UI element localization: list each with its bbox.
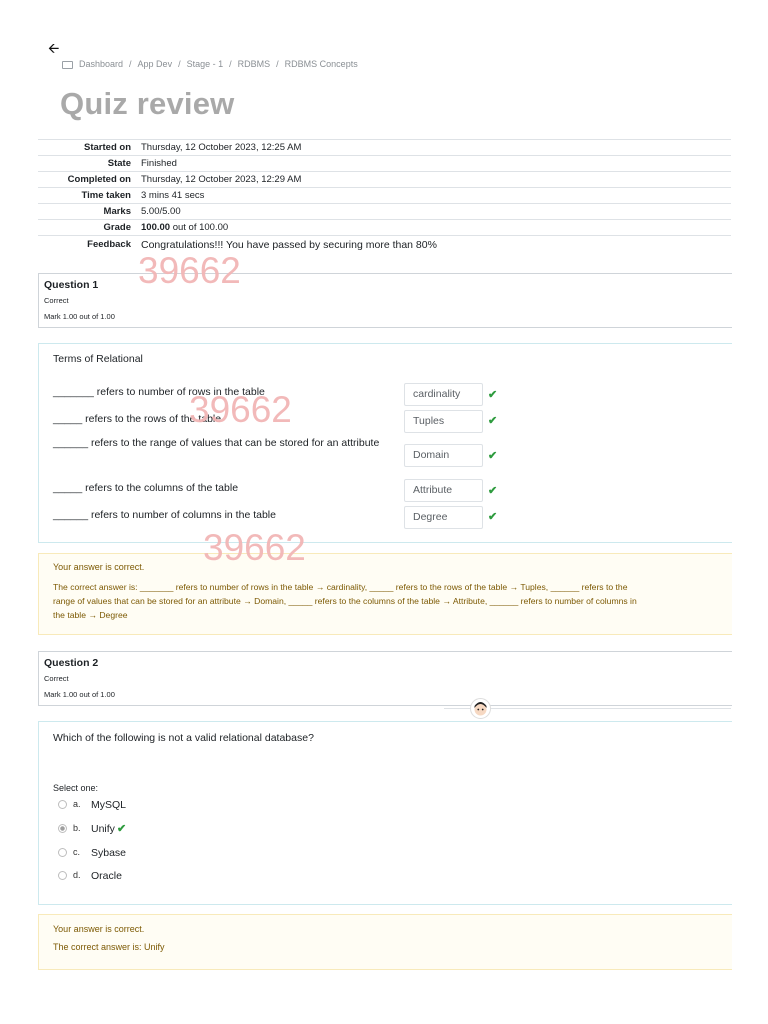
grade-out-of: out of 100.00 <box>170 222 229 233</box>
correct-answer-text <box>53 580 725 622</box>
question-text: Which of the following is not a valid relational database? <box>53 732 314 744</box>
option-letter: d. <box>73 870 81 880</box>
match-stem: ______ refers to the range of values that can be stored for an attribute <box>53 437 380 449</box>
option-letter: b. <box>73 823 81 833</box>
checkmark-icon: ✔ <box>488 450 498 462</box>
watermark: 39662 <box>203 527 306 568</box>
question-heading: Terms of Relational <box>53 353 143 365</box>
breadcrumb-app-dev[interactable]: App Dev <box>137 59 173 69</box>
breadcrumb-separator: / <box>178 59 181 69</box>
checkmark-icon: ✔ <box>117 823 127 835</box>
breadcrumb-separator: / <box>229 59 232 69</box>
question-2-formulation <box>38 721 732 905</box>
checkmark-icon: ✔ <box>488 485 498 497</box>
summary-row-time <box>38 188 731 204</box>
correct-answer-line: the table → Degree <box>53 610 128 620</box>
summary-row-completed <box>38 172 731 188</box>
match-answer-select[interactable]: Tuples <box>404 410 483 433</box>
match-answer-select[interactable]: Domain <box>404 444 483 467</box>
summary-value: Congratulations!!! You have passed by securing more than 80% <box>141 236 731 254</box>
option-label: MySQL <box>91 799 127 811</box>
summary-label: State <box>38 156 141 172</box>
match-stem: _____ refers to the rows of the table <box>53 413 222 425</box>
correct-answer-line: The correct answer is: _______ refers to number of rows in the table → cardinality, _____ refers to the rows of the table → Tuples, ______ refers to the <box>53 582 628 592</box>
match-stem: _______ refers to number of rows in the table <box>53 386 265 398</box>
summary-label: Started on <box>38 140 141 156</box>
question-number: Question 1 <box>44 279 99 291</box>
breadcrumb-separator: / <box>276 59 279 69</box>
match-answer-select[interactable]: Degree <box>404 506 483 529</box>
breadcrumb <box>62 59 358 69</box>
option-radio-c[interactable] <box>58 848 67 857</box>
correct-answer-line: range of values that can be stored for an attribute → Domain, _____ refers to the columns of the table → Attribute, ______ refers to number of columns in <box>53 596 637 606</box>
question-mark: Mark 1.00 out of 1.00 <box>44 312 115 321</box>
question-state: Correct <box>44 296 69 305</box>
summary-value: 5.00/5.00 <box>141 204 731 220</box>
option-radio-a[interactable] <box>58 800 67 809</box>
summary-row-grade <box>38 220 731 236</box>
watermark: 39662 <box>138 250 241 291</box>
breadcrumb-separator: / <box>129 59 132 69</box>
summary-row-marks <box>38 204 731 220</box>
question-number: Question 2 <box>44 657 99 669</box>
match-answer-select[interactable]: cardinality <box>404 383 483 406</box>
summary-label: Completed on <box>38 172 141 188</box>
match-answer-select[interactable]: Attribute <box>404 479 483 502</box>
summary-value: Thursday, 12 October 2023, 12:29 AM <box>141 172 731 188</box>
watermark: 39662 <box>189 389 292 430</box>
match-stem: ______ refers to number of columns in the table <box>53 509 276 521</box>
summary-value: Thursday, 12 October 2023, 12:25 AM <box>141 140 731 156</box>
option-label: Unify <box>91 823 115 835</box>
breadcrumb-rdbms[interactable]: RDBMS <box>237 59 271 69</box>
dashboard-icon <box>62 61 73 69</box>
summary-value <box>141 220 731 236</box>
feedback-correct-message: Your answer is correct. <box>53 562 145 572</box>
match-stem: _____ refers to the columns of the table <box>53 482 239 494</box>
correct-answer-text: The correct answer is: Unify <box>53 942 165 952</box>
summary-value: Finished <box>141 156 731 172</box>
breadcrumb-stage-1[interactable]: Stage - 1 <box>186 59 224 69</box>
feedback-correct-message: Your answer is correct. <box>53 924 145 934</box>
avatar[interactable] <box>470 698 491 719</box>
select-one-label: Select one: <box>53 783 99 793</box>
option-letter: c. <box>73 847 81 857</box>
summary-row-state <box>38 156 731 172</box>
summary-value: 3 mins 41 secs <box>141 188 731 204</box>
summary-label: Time taken <box>38 188 141 204</box>
checkmark-icon: ✔ <box>488 511 498 523</box>
attempt-summary-table <box>38 139 731 253</box>
question-mark: Mark 1.00 out of 1.00 <box>44 690 115 699</box>
breadcrumb-dashboard[interactable]: Dashboard <box>79 59 124 69</box>
summary-row-started <box>38 140 731 156</box>
option-letter: a. <box>73 799 81 809</box>
summary-label: Marks <box>38 204 141 220</box>
question-2-info <box>38 651 732 706</box>
back-arrow-icon[interactable]: 🡨 <box>48 40 60 56</box>
checkmark-icon: ✔ <box>488 389 498 401</box>
option-label: Sybase <box>91 847 127 859</box>
question-state: Correct <box>44 674 69 683</box>
option-radio-d[interactable] <box>58 871 67 880</box>
option-radio-b[interactable] <box>58 824 67 833</box>
option-label: Oracle <box>91 870 122 882</box>
summary-label: Grade <box>38 220 141 236</box>
grade-score: 100.00 <box>141 222 171 233</box>
avatar-face-icon <box>471 699 490 718</box>
checkmark-icon: ✔ <box>488 415 498 427</box>
page-title: Quiz review <box>60 86 235 121</box>
summary-label: Feedback <box>38 236 141 254</box>
breadcrumb-rdbms-concepts[interactable]: RDBMS Concepts <box>284 59 358 69</box>
